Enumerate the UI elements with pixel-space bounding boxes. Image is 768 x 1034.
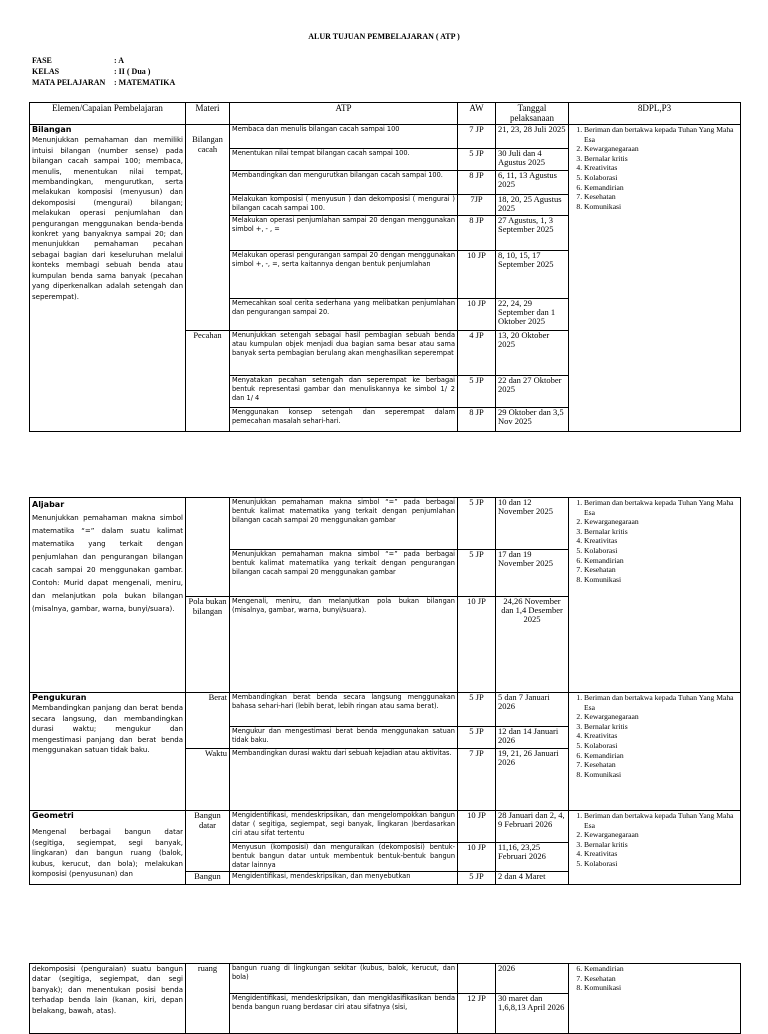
dpl-list-pengukuran xyxy=(569,693,741,811)
dpl-item: 7. Kesehatan xyxy=(584,565,738,575)
dpl-item: 8. Komunikasi xyxy=(584,770,738,780)
dpl-item: 2. Kewarganegaraan xyxy=(584,517,738,527)
atp-cell: Mengidentifikasi, mendeskripsikan, dan mengelompokkan bangun datar ( segitiga, segiempat, segi banyak, lingkaran )berdasarkan ciri atau sifat tertentu xyxy=(230,811,458,843)
dpl-item: 5. Kolaborasi xyxy=(584,741,738,751)
atp-cell: Membandingkan durasi waktu dari sebuah kejadian atau aktivitas. xyxy=(230,749,458,811)
elemen-aljabar xyxy=(30,498,186,693)
materi-bilangan-cacah: Bilangan cacah xyxy=(186,125,230,331)
materi-ruang: ruang xyxy=(186,964,230,1034)
tanggal-cell: 29 Oktober dan 3,5 Nov 2025 xyxy=(496,408,569,432)
document-title: ALUR TUJUAN PEMBELAJARAN ( ATP ) xyxy=(308,32,460,41)
header-materi: Materi xyxy=(186,103,230,125)
dpl-item: 3. Bernalar kritis xyxy=(584,527,738,537)
header-atp: ATP xyxy=(230,103,458,125)
tanggal-cell: 5 dan 7 Januari 2026 xyxy=(496,693,569,727)
header-tanggal: Tanggal pelaksanaan xyxy=(496,103,569,125)
table-row xyxy=(30,125,741,149)
dpl-item: 1. Beriman dan bertakwa kepada Tuhan Yang Maha Esa xyxy=(584,498,738,517)
aw-cell: 7JP xyxy=(458,195,496,216)
dpl-list-aljabar xyxy=(569,498,741,693)
tanggal-cell: 2 dan 4 Maret xyxy=(496,871,569,884)
atp-cell: Mengenali, meniru, dan melanjutkan pola bukan bilangan (misalnya, gambar, warna, bunyi/suara). xyxy=(230,597,458,693)
tanggal-cell: 10 dan 12 November 2025 xyxy=(496,498,569,550)
aw-cell: 7 JP xyxy=(458,125,496,149)
elemen-bilangan xyxy=(30,125,186,432)
elemen-title: Geometri xyxy=(32,811,74,820)
aw-cell: 5 JP xyxy=(458,498,496,550)
tanggal-cell: 22 dan 27 Oktober 2025 xyxy=(496,376,569,408)
tanggal-cell: 28 Januari dan 2, 4, 9 Februari 2026 xyxy=(496,811,569,843)
atp-cell: Membaca dan menulis bilangan cacah sampai 100 xyxy=(230,125,458,149)
table-row xyxy=(30,811,741,843)
dpl-item: 6. Kemandirian xyxy=(584,751,738,761)
aw-cell: 5 JP xyxy=(458,149,496,171)
atp-cell: Menunjukkan pemahaman makna simbol “=” pada berbagai bentuk kalimat matematika yang terkait dengan penjumlahan bilangan cacah sampai 20 menggunakan gambar xyxy=(230,498,458,550)
materi-empty xyxy=(186,498,230,597)
atp-cell: Melakukan operasi penjumlahan sampai 20 dengan menggunakan simbol +, - , = xyxy=(230,216,458,251)
aw-cell: 12 JP xyxy=(458,994,496,1034)
aw-cell xyxy=(458,964,496,994)
dpl-item: 2. Kewarganegaraan xyxy=(584,144,738,154)
aw-cell: 7 JP xyxy=(458,749,496,811)
elemen-pengukuran xyxy=(30,693,186,811)
info-kelas: KELAS : II ( Dua ) xyxy=(32,67,151,76)
materi-pecahan: Pecahan xyxy=(186,331,230,432)
tanggal-cell: 22, 24, 29 September dan 1 Oktober 2025 xyxy=(496,299,569,331)
dpl-item: 6. Kemandirian xyxy=(584,964,738,974)
elemen-text: Menunjukkan pemahaman makna simbol matematika “=” dalam suatu kalimat matematika yang terkait dengan penjumlahan dan pengurangan bilangan cacah sampai 20 menggunakan gambar. Contoh: Murid dapat mengenali, meniru, dan melanjutkan pola bukan bilangan (misalnya, gambar, warna, bunyi/suara). xyxy=(32,514,183,613)
materi-waktu: Waktu xyxy=(186,749,230,811)
aw-cell: 5 JP xyxy=(458,871,496,884)
atp-cell: Memecahkan soal cerita sederhana yang melibatkan penjumlahan dan pengurangan sampai 20. xyxy=(230,299,458,331)
dpl-list-geometri xyxy=(569,811,741,885)
dpl-item: 3. Bernalar kritis xyxy=(584,722,738,732)
atp-cell: bangun ruang di lingkungan sekitar (kubus, balok, kerucut, dan bola) xyxy=(230,964,458,994)
dpl-list-geometri-lanjutan xyxy=(569,964,741,1034)
atp-cell: Menggunakan konsep setengah dan seperempat dalam pemecahan masalah sehari-hari. xyxy=(230,408,458,432)
atp-cell: Menunjukkan pemahaman makna simbol “=” pada berbagai bentuk kalimat matematika yang terkait dengan pengurangan bilangan cacah sampai 20 menggunakan gambar xyxy=(230,550,458,597)
aw-cell: 10 JP xyxy=(458,843,496,872)
atp-table-geometri-lanjutan xyxy=(29,963,741,1034)
info-fase: FASE : A xyxy=(32,56,124,65)
atp-table-bilangan xyxy=(29,102,741,432)
atp-cell: Menyatakan pecahan setengah dan seperempat ke berbagai bentuk representasi gambar dan menuliskannya ke simbol 1/ 2 dan 1/ 4 xyxy=(230,376,458,408)
tanggal-cell: 19, 21, 26 Januari 2026 xyxy=(496,749,569,811)
table-header-row xyxy=(30,103,741,125)
tanggal-cell: 17 dan 19 November 2025 xyxy=(496,550,569,597)
dpl-item: 5. Kolaborasi xyxy=(584,173,738,183)
dpl-item: 2. Kewarganegaraan xyxy=(584,712,738,722)
dpl-item: 4. Kreativitas xyxy=(584,536,738,546)
elemen-text: Membandingkan panjang dan berat benda secara langsung, dan membandingkan durasi waktu; mengukur dan mengestimasi panjang dan berat benda menggunakan satuan tidak baku. xyxy=(32,704,183,755)
header-elemen: Elemen/Capaian Pembelajaran xyxy=(30,103,186,125)
atp-cell: Melakukan operasi pengurangan sampai 20 dengan menggunakan simbol +, -, =, serta kaitannya dengan bentuk penjumlahan xyxy=(230,251,458,299)
aw-cell: 10 JP xyxy=(458,299,496,331)
tanggal-cell: 13, 20 Oktober 2025 xyxy=(496,331,569,376)
atp-cell: Menyusun (komposisi) dan menguraikan (dekomposisi) bentuk-bentuk bangun datar untuk membentuk bentuk-bentuk bangun datar lainnya xyxy=(230,843,458,872)
materi-pola: Pola bukan bilangan xyxy=(186,597,230,693)
dpl-item: 8. Komunikasi xyxy=(584,202,738,212)
tanggal-cell: 12 dan 14 Januari 2026 xyxy=(496,727,569,749)
dpl-item: 5. Kolaborasi xyxy=(584,546,738,556)
dpl-item: 7. Kesehatan xyxy=(584,974,738,984)
atp-cell: Melakukan komposisi ( menyusun ) dan dekomposisi ( mengurai ) bilangan cacah sampai 100. xyxy=(230,195,458,216)
dpl-item: 4. Kreativitas xyxy=(584,163,738,173)
aw-cell: 5 JP xyxy=(458,550,496,597)
dpl-item: 4. Kreativitas xyxy=(584,849,738,859)
elemen-geometri xyxy=(30,811,186,885)
atp-cell: Membandingkan dan mengurutkan bilangan cacah sampai 100. xyxy=(230,171,458,195)
info-mapel: MATA PELAJARAN : MATEMATIKA xyxy=(32,78,176,87)
aw-cell: 5 JP xyxy=(458,376,496,408)
aw-cell: 8 JP xyxy=(458,171,496,195)
table-row xyxy=(30,964,741,994)
atp-cell: Mengidentifikasi, mendeskripsikan, dan mengklasifikasikan benda benda bangun ruang berdasar ciri atau sifatnya (sisi, xyxy=(230,994,458,1034)
dpl-item: 1. Beriman dan bertakwa kepada Tuhan Yang Maha Esa xyxy=(584,125,738,144)
tanggal-cell: 18, 20, 25 Agustus 2025 xyxy=(496,195,569,216)
elemen-title: Pengukuran xyxy=(32,693,87,702)
tanggal-cell: 21, 23, 28 Juli 2025 xyxy=(496,125,569,149)
aw-cell: 5 JP xyxy=(458,693,496,727)
aw-cell: 4 JP xyxy=(458,331,496,376)
aw-cell: 5 JP xyxy=(458,727,496,749)
dpl-item: 3. Bernalar kritis xyxy=(584,154,738,164)
elemen-text: Mengenal berbagai bangun datar (segitiga, segiempat, segi banyak, lingkaran) dan bangun ruang (balok, kubus, kerucut, dan bola); melakukan komposisi (penyusunan) dan xyxy=(32,828,183,879)
tanggal-cell: 30 maret dan 1,6,8,13 April 2026 xyxy=(496,994,569,1034)
elemen-text: Menunjukkan pemahaman dan memiliki intuisi bilangan (number sense) pada bilangan cacah sampai 100; membaca, menulis, menentukan nilai tempat, membandingkan, mengurutkan, serta melakukan komposisi (menyusun) dan dekomposisi (mengurai) bilangan; melakukan operasi penjumlahan dan pengurangan menggunakan benda-benda konkret yang banyaknya sampai 20; dan menunjukkan pemahaman pecahan sebagai bagian dari keseluruhan melalui konteks membagi sebuah benda atau kumpulan benda sama banyak (pecahan yang diperkenalkan adalah setengah dan seperempat). xyxy=(32,136,183,301)
dpl-item: 6. Kemandirian xyxy=(584,183,738,193)
atp-cell: Menentukan nilai tempat bilangan cacah sampai 100. xyxy=(230,149,458,171)
tanggal-cell: 8, 10, 15, 17 September 2025 xyxy=(496,251,569,299)
dpl-list-bilangan xyxy=(569,125,741,432)
header-dpl: 8DPL,P3 xyxy=(569,103,741,125)
dpl-item: 2. Kewarganegaraan xyxy=(584,830,738,840)
table-row xyxy=(30,693,741,727)
table-row xyxy=(30,498,741,550)
atp-cell: Membandingkan berat benda secara langsung menggunakan bahasa sehari-hari (lebih berat, lebih ringan atau sama berat). xyxy=(230,693,458,727)
dpl-item: 7. Kesehatan xyxy=(584,760,738,770)
tanggal-cell: 6, 11, 13 Agustus 2025 xyxy=(496,171,569,195)
atp-cell: Mengukur dan mengestimasi berat benda menggunakan satuan tidak baku. xyxy=(230,727,458,749)
tanggal-cell: 27 Agustus, 1, 3 September 2025 xyxy=(496,216,569,251)
aw-cell: 10 JP xyxy=(458,597,496,693)
dpl-item: 4. Kreativitas xyxy=(584,731,738,741)
tanggal-cell: 11,16, 23,25 Februari 2026 xyxy=(496,843,569,872)
elemen-title: Bilangan xyxy=(32,125,72,134)
aw-cell: 8 JP xyxy=(458,408,496,432)
aw-cell: 8 JP xyxy=(458,216,496,251)
atp-table-lanjutan xyxy=(29,497,741,885)
aw-cell: 10 JP xyxy=(458,811,496,843)
dpl-item: 8. Komunikasi xyxy=(584,575,738,585)
tanggal-cell: 2026 xyxy=(496,964,569,994)
tanggal-cell: 24,26 November dan 1,4 Desember 2025 xyxy=(496,597,569,693)
header-aw: AW xyxy=(458,103,496,125)
dpl-item: 5. Kolaborasi xyxy=(584,859,738,869)
dpl-item: 7. Kesehatan xyxy=(584,192,738,202)
dpl-item: 1. Beriman dan bertakwa kepada Tuhan Yang Maha Esa xyxy=(584,693,738,712)
elemen-title: Aljabar xyxy=(32,500,65,509)
aw-cell: 10 JP xyxy=(458,251,496,299)
dpl-item: 6. Kemandirian xyxy=(584,556,738,566)
materi-berat: Berat xyxy=(186,693,230,749)
dpl-item: 3. Bernalar kritis xyxy=(584,840,738,850)
atp-cell: Mengidentifikasi, mendeskripsikan, dan menyebutkan xyxy=(230,871,458,884)
tanggal-cell: 30 Juli dan 4 Agustus 2025 xyxy=(496,149,569,171)
dpl-item: 8. Komunikasi xyxy=(584,983,738,993)
atp-cell: Menunjukkan setengah sebagai hasil pembagian sebuah benda atau kumpulan objek menjadi dua bagian sama besar atau sama banyak serta pembagian berulang akan menghasilkan seperempat xyxy=(230,331,458,376)
materi-bangun: Bangun xyxy=(186,871,230,884)
materi-bangun-datar: Bangun datar xyxy=(186,811,230,872)
dpl-item: 1. Beriman dan bertakwa kepada Tuhan Yang Maha Esa xyxy=(584,811,738,830)
elemen-geometri-lanjutan: dekomposisi (penguraian) suatu bangun datar (segitiga, segiempat, dan segi banyak); dan menentukan posisi benda terhadap benda lain (kanan, kiri, depan belakang, bawah, atas). xyxy=(30,964,186,1034)
